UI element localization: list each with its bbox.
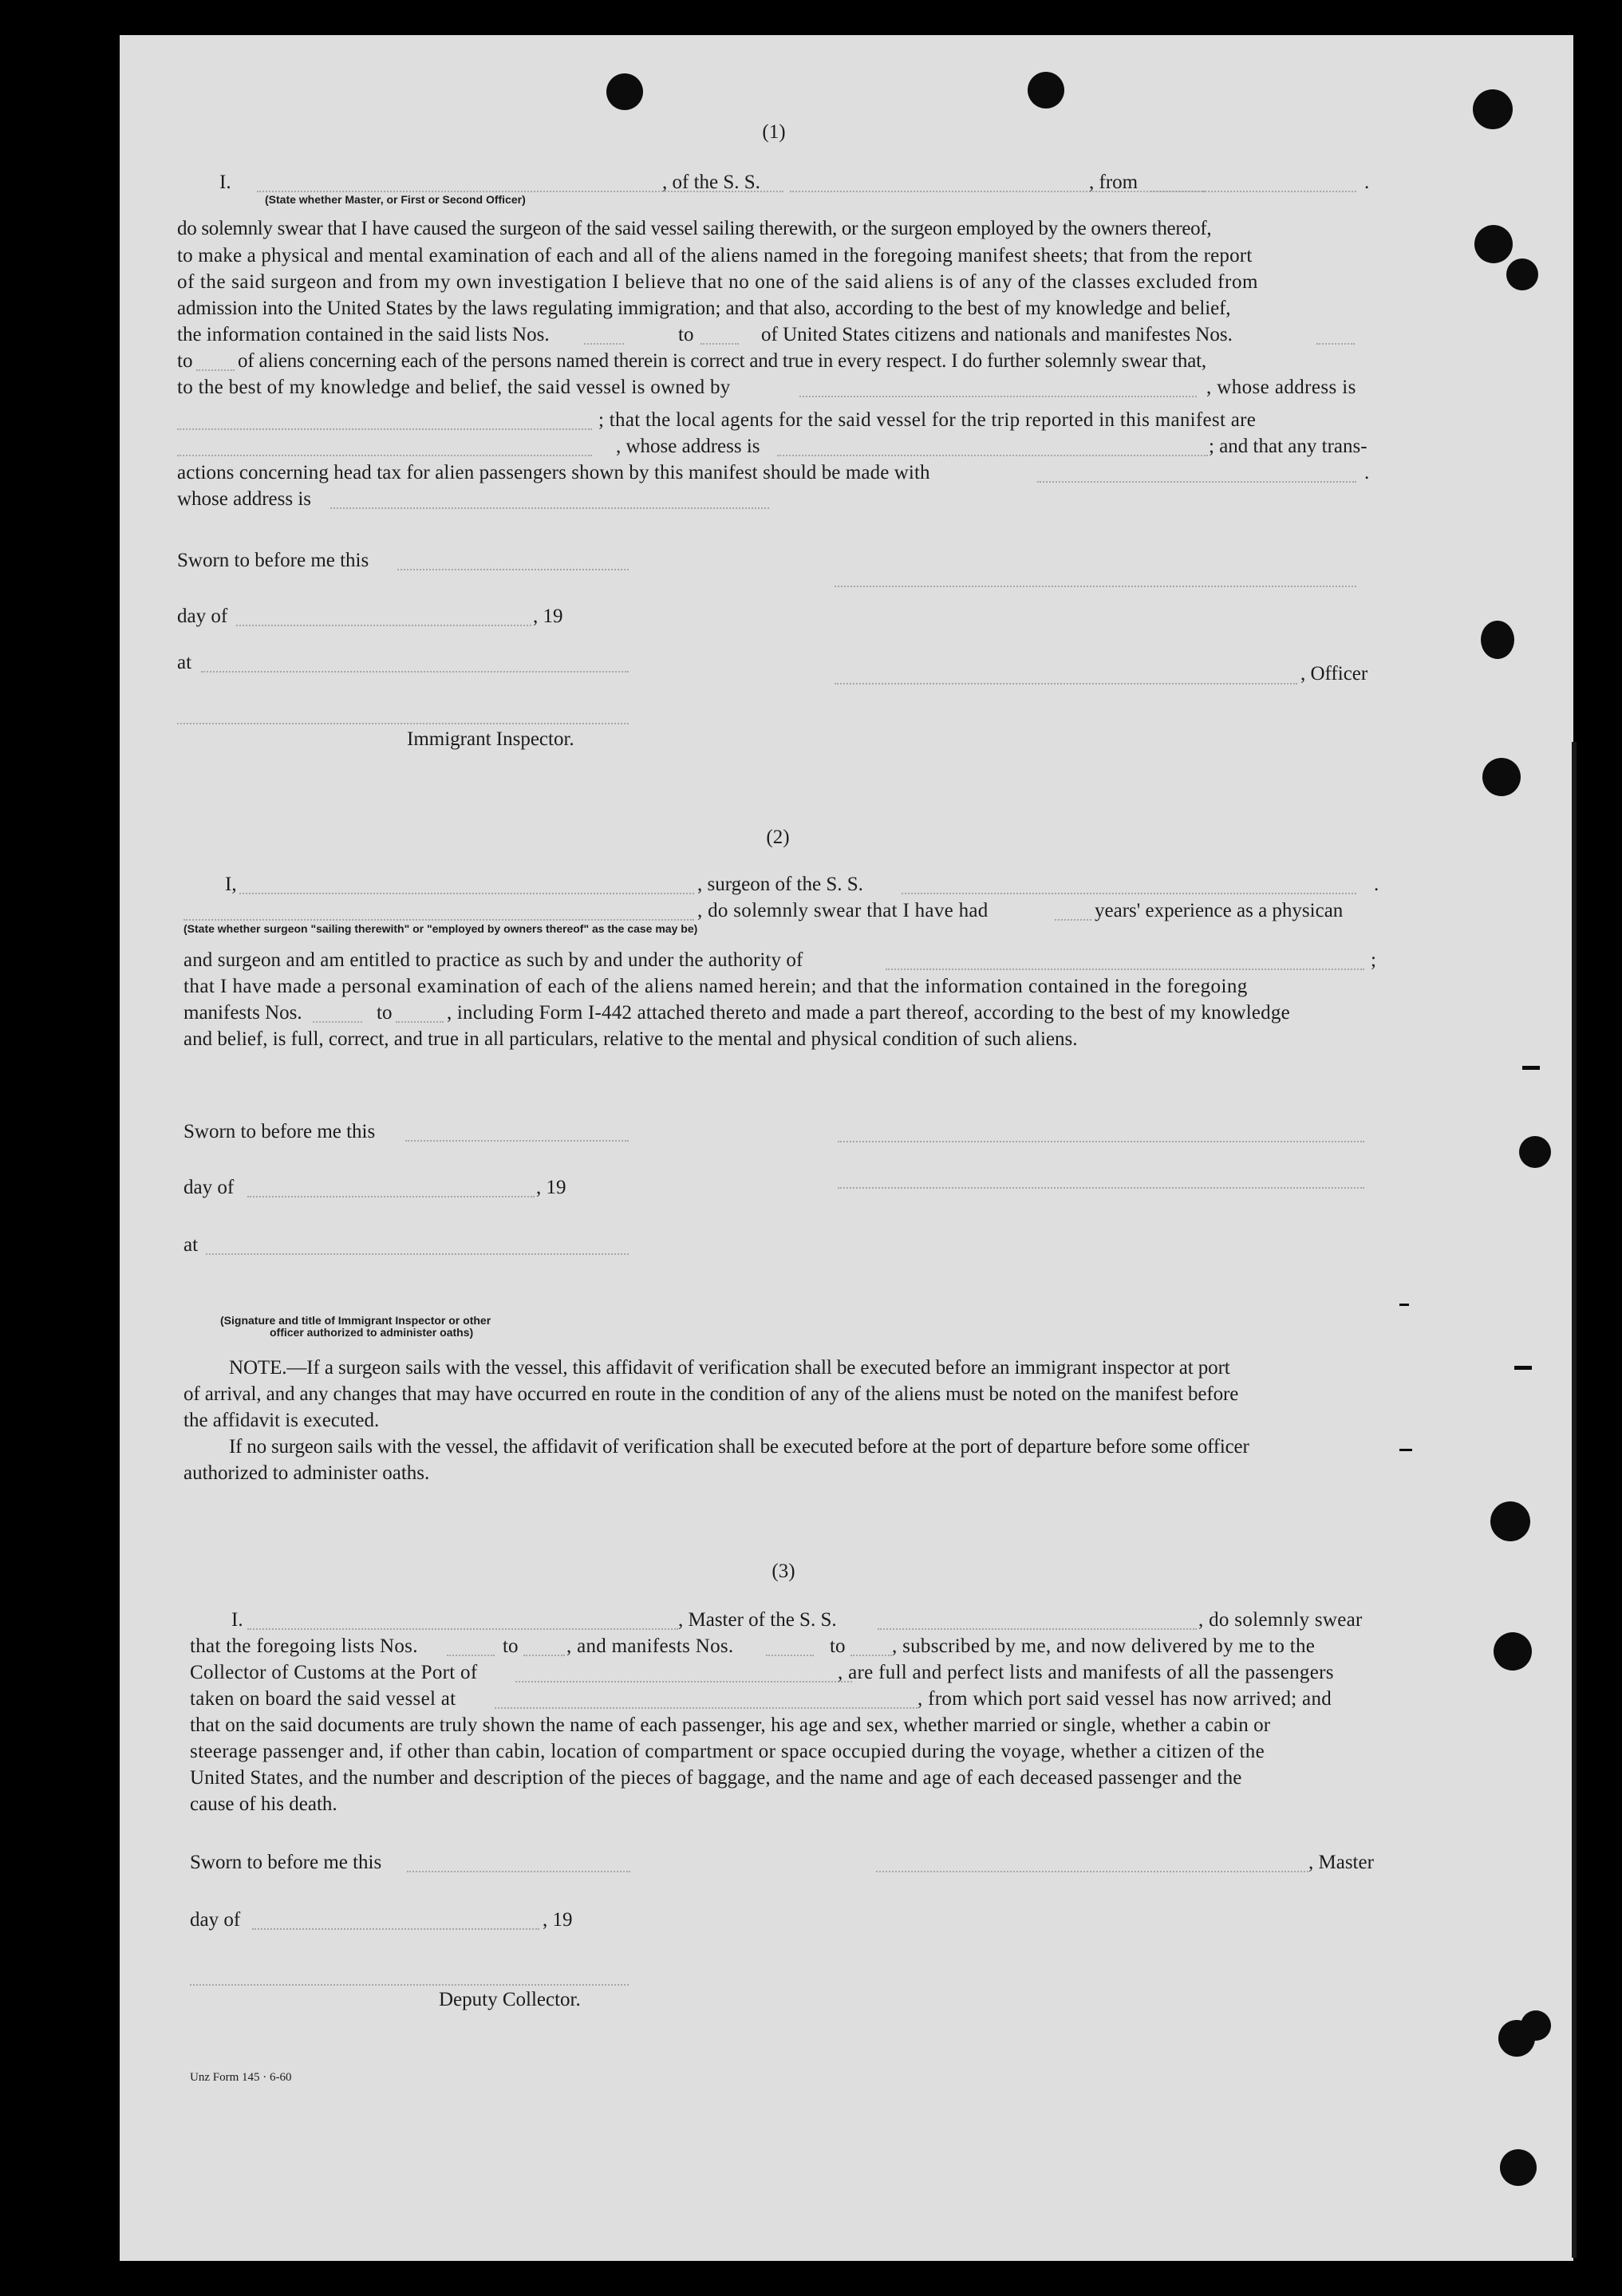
s3-master: , Master (1308, 1852, 1374, 1873)
s2-day: day of (184, 1177, 235, 1198)
s3-arrived-text: , from which port said vessel has now arrived; and (918, 1688, 1332, 1710)
s2-signature-field[interactable] (838, 1141, 1364, 1142)
s2-at-field[interactable] (206, 1253, 629, 1255)
s1-agent-address-label: , whose address is (616, 436, 760, 457)
s2-surgeon-label: , surgeon of the S. S. (697, 874, 863, 895)
s2-name-field[interactable] (239, 893, 694, 894)
s3-text-line: that on the said documents are truly shown the name of each passenger, his age and sex, whether married or single, whether a cabin or (190, 1714, 1271, 1736)
ink-mark (1514, 1366, 1532, 1370)
s2-vessel-field[interactable] (902, 893, 1356, 894)
form-number: Unz Form 145 · 6-60 (190, 2071, 292, 2084)
s3-collector-sign-field[interactable] (190, 1984, 629, 1986)
s1-text-line: admission into the United States by the laws regulating immigration; and that also, according to the best of my knowledge and belief, (177, 298, 1231, 319)
s2-note2-line: If no surgeon sails with the vessel, the affidavit of verification shall be executed before at the port of departure before some officer (229, 1436, 1249, 1458)
punch-hole (1519, 1136, 1551, 1168)
s3-lists-label: that the foregoing lists Nos. (190, 1635, 418, 1657)
s1-of-ss-label: , of the S. S. (662, 172, 760, 193)
s1-officer-note: (State whether Master, or First or Second Officer) (265, 193, 526, 206)
s1-day-field[interactable] (236, 625, 531, 626)
s2-note-line: the affidavit is executed. (184, 1410, 380, 1431)
s2-at: at (184, 1234, 199, 1256)
s1-lists-from-field[interactable] (584, 343, 624, 345)
s3-collector: Deputy Collector. (439, 1989, 581, 2010)
s3-lists-from-field[interactable] (447, 1655, 495, 1656)
s1-at: at (177, 652, 192, 673)
s1-agent-address-field[interactable] (777, 455, 1208, 456)
s3-port-label: Collector of Customs at the Port of (190, 1662, 478, 1683)
ink-mark (1399, 1304, 1409, 1306)
s3-vessel-field[interactable] (878, 1628, 1197, 1630)
s3-day: day of (190, 1909, 241, 1931)
s2-authority-end: ; (1371, 949, 1376, 971)
s1-to-field[interactable] (196, 369, 235, 371)
ink-mark (1399, 1449, 1412, 1451)
punch-hole (1490, 1501, 1530, 1541)
s3-manifests-to-field[interactable] (850, 1655, 892, 1656)
s2-sworn: Sworn to before me this (184, 1121, 376, 1142)
s1-whose-address-2: whose address is (177, 488, 312, 510)
punch-hole (1521, 2010, 1551, 2041)
page-edge-shadow (1572, 742, 1577, 2258)
s2-note2-line: authorized to administer oaths. (184, 1462, 430, 1484)
s2-swear-text: , do solemnly swear that I have had (697, 900, 989, 921)
s1-sworn: Sworn to before me this (177, 550, 369, 571)
s1-agents-text: ; that the local agents for the said vessel for the trip reported in this manifest are (598, 409, 1257, 431)
s2-manifests-from-field[interactable] (313, 1021, 362, 1023)
s2-manifests-to-field[interactable] (396, 1021, 444, 1023)
s1-vessel-field[interactable] (790, 191, 1205, 192)
s2-sig-note-1: (Signature and title of Immigrant Inspector or other (220, 1314, 491, 1327)
punch-hole (1494, 1632, 1532, 1671)
s2-years-text: years' experience as a physican (1095, 900, 1344, 921)
s3-manifests-to: to (830, 1635, 846, 1657)
s2-note-line: NOTE.—If a surgeon sails with the vessel, this affidavit of verification shall be executed before an immigrant inspector at port (229, 1357, 1230, 1379)
punch-hole (1500, 2149, 1537, 2186)
s1-owner-address-field[interactable] (177, 428, 592, 430)
s1-year: , 19 (533, 606, 563, 627)
s3-master-label: , Master of the S. S. (678, 1609, 837, 1631)
s1-signature-field[interactable] (835, 586, 1356, 587)
s1-trans-text: ; and that any trans- (1209, 436, 1367, 457)
s1-officer-sign-field[interactable] (835, 683, 1297, 684)
s2-text-line: that I have made a personal examination of each of the aliens named herein; and that the information contained in the foregoing (184, 976, 1248, 997)
ink-mark (1522, 1066, 1540, 1070)
s3-lists-to: to (503, 1635, 519, 1657)
s1-line1-end: . (1364, 172, 1370, 193)
s1-text-line: to make a physical and mental examination of each and all of the aliens named in the foregoing manifest sheets; that from the report (177, 245, 1253, 266)
s2-sig-note-2: officer authorized to administer oaths) (270, 1326, 474, 1339)
s3-boarded-label: taken on board the said vessel at (190, 1688, 456, 1710)
s3-manifests-label: , and manifests Nos. (566, 1635, 734, 1657)
section-3-heading: (3) (772, 1560, 795, 1582)
s1-head-end: . (1364, 462, 1370, 483)
s2-authority-field[interactable] (886, 969, 1364, 970)
s2-form-text: , including Form I-442 attached thereto and made a part thereof, according to the best of my knowledge (447, 1002, 1290, 1024)
s3-day-field[interactable] (252, 1928, 539, 1930)
s2-note-line: of arrival, and any changes that may have occurred en route in the condition of any of the aliens must be noted on the manifest before (184, 1383, 1239, 1405)
s2-text-line: and belief, is full, correct, and true in all particulars, relative to the mental and physical condition of such aliens. (184, 1028, 1078, 1050)
s3-lists-text: , are full and perfect lists and manifests of all the passengers (838, 1662, 1334, 1683)
s1-aliens-text: of aliens concerning each of the persons named therein is correct and true in every respect. I do further solemnly swear that, (238, 350, 1206, 372)
s2-signature-field-2[interactable] (838, 1187, 1364, 1189)
s3-text-line: steerage passenger and, if other than cabin, location of compartment or space occupied during the voyage, whether a citizen of the (190, 1741, 1265, 1762)
s1-whose-address: , whose address is (1206, 377, 1356, 398)
s3-sworn-field[interactable] (407, 1871, 630, 1872)
section-2-heading: (2) (766, 826, 790, 848)
punch-hole (1474, 225, 1513, 263)
s1-from-label: , from (1089, 172, 1139, 193)
s1-i-label: I. (219, 172, 231, 193)
s1-head-tax-field[interactable] (1037, 481, 1356, 483)
s2-status-note: (State whether surgeon "sailing therewith" or "employed by owners thereof" as the case may be) (184, 922, 698, 935)
punch-hole (1481, 621, 1514, 659)
punch-hole (1028, 72, 1064, 108)
s1-agents-field[interactable] (177, 455, 592, 456)
section-1-heading: (1) (762, 121, 786, 143)
punch-hole (1473, 89, 1513, 129)
s1-lists-to: to (678, 324, 694, 345)
s3-delivered-text: , subscribed by me, and now delivered by me to the (892, 1635, 1316, 1657)
punch-hole (1482, 758, 1521, 796)
s2-authority-text: and surgeon and am entitled to practice as such by and under the authority of (184, 949, 803, 971)
s2-manifests-label: manifests Nos. (184, 1002, 302, 1024)
s1-from-field[interactable] (1150, 191, 1356, 192)
s1-owner-field[interactable] (799, 396, 1197, 397)
s3-year: , 19 (543, 1909, 573, 1931)
s1-text-line: do solemnly swear that I have caused the surgeon of the said vessel sailing therewith, or the surgeon employed by the owners thereof, (177, 218, 1212, 239)
s3-manifests-from-field[interactable] (766, 1655, 814, 1656)
s1-manifests-field[interactable] (1316, 343, 1355, 345)
s1-sworn-field[interactable] (397, 569, 629, 570)
s1-lists-label: the information contained in the said lists Nos. (177, 324, 550, 345)
s2-day-field[interactable] (247, 1196, 535, 1197)
s2-year: , 19 (536, 1177, 566, 1198)
punch-hole (1506, 258, 1538, 290)
s3-master-sign-field[interactable] (876, 1871, 1308, 1872)
s3-swear-text: , do solemnly swear (1198, 1609, 1363, 1631)
s2-i-label: I, (225, 874, 237, 895)
s3-sworn: Sworn to before me this (190, 1852, 382, 1873)
s1-at-field[interactable] (201, 671, 629, 673)
s1-citizens-label: of United States citizens and nationals and manifestes Nos. (761, 324, 1233, 345)
s1-to-label: to (177, 350, 193, 372)
form-page (120, 35, 1573, 2261)
s3-boarded-field[interactable] (495, 1707, 918, 1709)
s3-text-line: cause of his death. (190, 1793, 337, 1815)
s2-line1-end: . (1374, 874, 1379, 895)
s1-officer: , Officer (1300, 663, 1368, 684)
s1-head-address-field[interactable] (330, 507, 769, 509)
s2-sworn-field[interactable] (405, 1140, 629, 1142)
s1-head-tax-text: actions concerning head tax for alien passengers shown by this manifest should be made with (177, 462, 930, 483)
s3-i-label: I. (231, 1609, 243, 1631)
s2-years-field[interactable] (1055, 919, 1091, 921)
s1-owned-label: to the best of my knowledge and belief, the said vessel is owned by (177, 377, 731, 398)
s1-inspector-sign-field[interactable] (177, 723, 629, 724)
s2-manifests-to: to (377, 1002, 393, 1024)
s3-text-line: United States, and the number and description of the pieces of baggage, and the name and age of each deceased passenger and the (190, 1767, 1242, 1789)
s1-lists-to-field[interactable] (700, 343, 739, 345)
s1-day: day of (177, 606, 228, 627)
s2-status-field[interactable] (184, 919, 694, 921)
s3-port-field[interactable] (515, 1681, 852, 1683)
s3-name-field[interactable] (247, 1628, 678, 1630)
s1-text-line: of the said surgeon and from my own investigation I believe that no one of the said aliens is of any of the classes excluded from (177, 271, 1259, 293)
punch-hole (606, 73, 643, 110)
s1-inspector: Immigrant Inspector. (407, 728, 574, 750)
s3-lists-to-field[interactable] (523, 1655, 565, 1656)
